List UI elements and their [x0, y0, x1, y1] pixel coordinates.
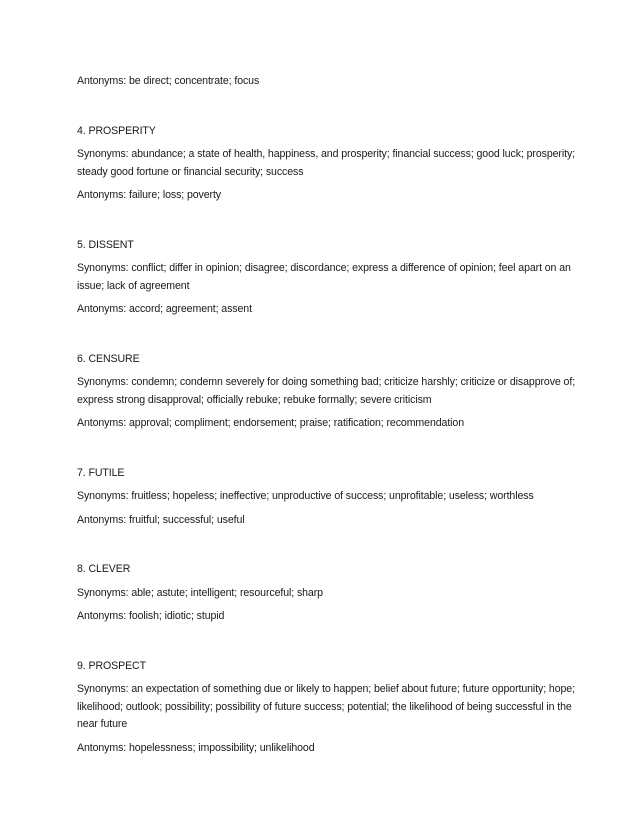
entry-antonyms: Antonyms: accord; agreement; assent [77, 303, 252, 315]
entry-heading: 6. CENSURE [77, 352, 140, 365]
entry-censure [77, 351, 578, 433]
entry-antonyms: Antonyms: failure; loss; poverty [77, 189, 221, 201]
lead-antonyms: Antonyms: be direct; concentrate; focus [77, 75, 260, 87]
entry-synonyms: Synonyms: abundance; a state of health, happiness, and prosperity; financial success; good luck; prosperity; steady good fortune or financial security; success [77, 148, 575, 178]
entry-synonyms: Synonyms: fruitless; hopeless; ineffective; unproductive of success; unprofitable; useless; worthless [77, 490, 534, 502]
entry-antonyms: Antonyms: hopelessness; impossibility; unlikelihood [77, 741, 315, 754]
entry-prospect [77, 658, 578, 758]
entry-heading: 7. FUTILE [77, 466, 125, 479]
entry-antonyms: Antonyms: fruitful; successful; useful [77, 513, 245, 526]
entry-antonyms: Antonyms: approval; compliment; endorsement; praise; ratification; recommendation [77, 417, 464, 429]
entry-heading: 8. CLEVER [77, 563, 131, 575]
entry-heading: 9. PROSPECT [77, 659, 146, 672]
entry-synonyms: Synonyms: an expectation of something due or likely to happen; belief about future; future opportunity; hope; likelihood; outlook; possibility; possibility of future success; potential; the likelihood of being successful in the near future [77, 683, 575, 730]
entry-futile [77, 465, 578, 530]
entry-clever [77, 561, 578, 626]
entry-antonyms: Antonyms: foolish; idiotic; stupid [77, 610, 225, 622]
entry-synonyms: Synonyms: condemn; condemn severely for doing something bad; criticize harshly; criticize or disapprove of; express strong disapproval; officially rebuke; rebuke formally; severe criticism [77, 376, 576, 406]
entry-synonyms: Synonyms: able; astute; intelligent; resourceful; sharp [77, 586, 323, 599]
entry-prosperity [77, 123, 578, 205]
entry-dissent [77, 237, 578, 319]
entry-heading: 4. PROSPERITY [77, 124, 156, 137]
entry-heading: 5. DISSENT [77, 238, 134, 251]
entry-synonyms: Synonyms: conflict; differ in opinion; disagree; discordance; express a difference of opinion; feel apart on an issue; lack of agreement [77, 262, 571, 292]
